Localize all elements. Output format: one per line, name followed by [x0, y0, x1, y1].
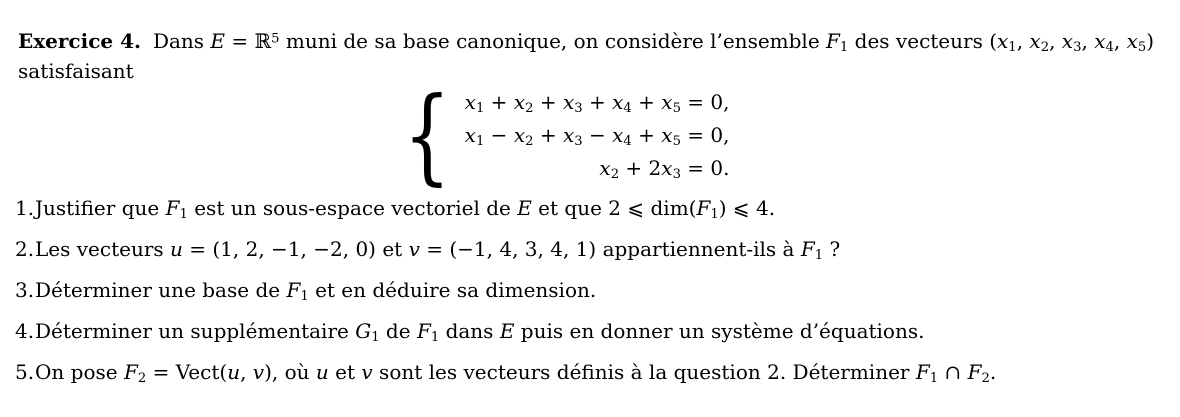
question-item-3 [15, 277, 1180, 303]
question-item-4 [15, 318, 1180, 344]
equation-rows [465, 86, 730, 185]
exercise-intro [18, 26, 1180, 86]
equation-system [394, 74, 730, 196]
equation-row-2: x1 − x2 + x3 − x4 + x5 = 0, [464, 123, 730, 149]
question-item-1 [15, 195, 1180, 221]
intro-line-1 [18, 26, 1180, 56]
equation-row-3: x2 + 2x3 = 0. [599, 156, 730, 182]
exercise-label: Exercice 4. [18, 29, 141, 53]
question-item-2 [15, 236, 1180, 262]
question-number-3: 3. [15, 278, 35, 302]
question-item-5 [15, 359, 1180, 385]
question-text-4: Déterminer un supplémentaire G1 de F1 dans E puis en donner un système d’équations. [35, 319, 925, 345]
question-list [15, 195, 1180, 385]
question-text-1: Justifier que F1 est un sous-espace vectoriel de E et que 2 ⩽ dim(F1) ⩽ 4. [35, 196, 776, 222]
intro-line-2: satisfaisant [18, 59, 134, 83]
intro-line-1-text: Dans E = ℝ$^5$ muni de sa base canonique, on considère l’ensemble F1 des vecteurs (x1, x2, x3, x4, x5) [152, 29, 1155, 55]
question-number-2: 2. [15, 237, 35, 261]
question-text-3: Déterminer une base de F1 et en déduire sa dimension. [35, 278, 597, 304]
left-brace-glyph: { [403, 74, 452, 196]
equation-row-1: x1 + x2 + x3 + x4 + x5 = 0, [464, 90, 730, 116]
question-text-2: Les vecteurs u = (1, 2, −1, −2, 0) et v = (−1, 4, 3, 4, 1) appartiennent-ils à F1 ? [35, 237, 841, 263]
question-text-5: On pose F2 = Vect(u, v), où u et v sont les vecteurs définis à la question 2. Déterminer F1 ∩ F2. [35, 360, 997, 386]
question-number-1: 1. [15, 196, 35, 220]
question-number-4: 4. [15, 319, 35, 343]
question-number-5: 5. [15, 360, 35, 384]
